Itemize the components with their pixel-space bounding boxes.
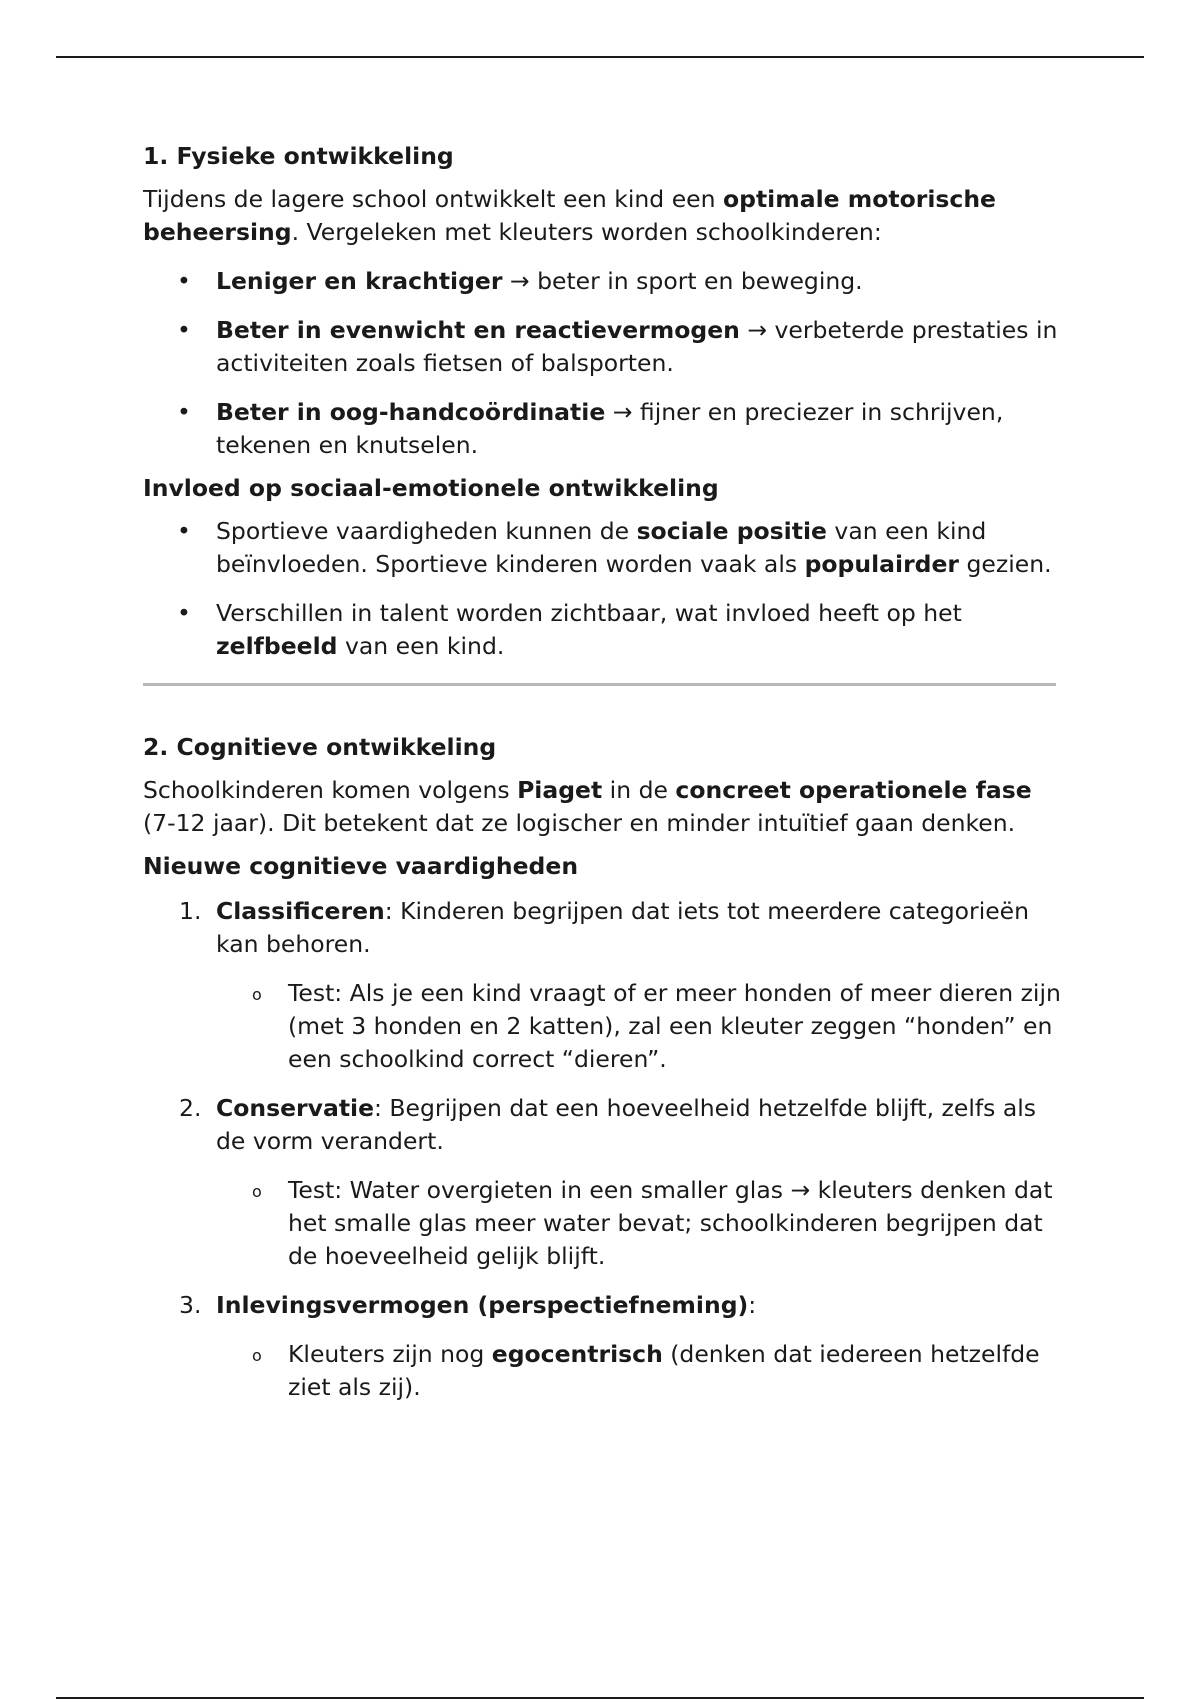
sub-list [216,1338,1063,1404]
list-item: 3. Inlevingsvermogen (perspectiefneming): o Kleuters zijn nog egocentrisch (denken dat iedereen hetzelfde ziet als zij). [143,1289,1063,1404]
physical-intro: Tijdens de lagere school ontwikkelt een kind een optimale motorische beheersing. Vergeleken met kleuters worden schoolkinderen: [143,185,996,246]
subheading-social-emotional: Invloed op sociaal-emotionele ontwikkeling [143,474,719,502]
document-body [143,140,1063,1404]
list-item: 1. Classificeren: Kinderen begrijpen dat iets tot meerdere categorieën kan behoren. o Test: Als je een kind vraagt of er meer honden of meer dieren zijn (met 3 honden en 2 katten), zal een kleuter zeggen “honden” en een schoolkind correct “dieren”. [143,895,1063,1076]
top-rule [56,56,1144,58]
subheading-cognitive-skills: Nieuwe cognitieve vaardigheden [143,852,579,880]
list-item: • Beter in oog-handcoördinatie → fijner en preciezer in schrijven, tekenen en knutselen. [177,398,1004,459]
list-item: • Verschillen in talent worden zichtbaar, wat invloed heeft op het zelfbeeld van een kind. [177,599,962,660]
sub-list [216,977,1063,1076]
bottom-rule [56,1697,1144,1699]
sub-list-item: o Test: Water overgieten in een smaller glas → kleuters denken dat het smalle glas meer water bevat; schoolkinderen begrijpen dat de hoeveelheid gelijk blijft. [252,1176,1053,1270]
cognitive-intro: Schoolkinderen komen volgens Piaget in de concreet operationele fase (7-12 jaar). Dit betekent dat ze logischer en minder intuïtief gaan denken. [143,776,1032,837]
list-item: • Sportieve vaardigheden kunnen de sociale positie van een kind beïnvloeden. Sportieve kinderen worden vaak als populairder gezien. [177,517,1052,578]
list-item: • Beter in evenwicht en reactievermogen → verbeterde prestaties in activiteiten zoals fietsen of balsporten. [177,316,1058,377]
section-heading-physical: 1. Fysieke ontwikkeling [143,142,454,170]
sub-list-item: o Test: Als je een kind vraagt of er meer honden of meer dieren zijn (met 3 honden en 2 katten), zal een kleuter zeggen “honden” en een schoolkind correct “dieren”. [252,979,1061,1073]
list-item: • Leniger en krachtiger → beter in sport en beweging. [177,267,863,295]
social-bullet-list [143,515,1063,663]
sub-list-item: o Kleuters zijn nog egocentrisch (denken dat iedereen hetzelfde ziet als zij). [252,1340,1040,1401]
sub-list [216,1174,1063,1273]
cognitive-skills-list [143,895,1063,1404]
physical-bullet-list [143,265,1063,462]
section-heading-cognitive: 2. Cognitieve ontwikkeling [143,733,497,761]
list-item: 2. Conservatie: Begrijpen dat een hoeveelheid hetzelfde blijft, zelfs als de vorm verandert. o Test: Water overgieten in een smaller glas → kleuters denken dat het smalle glas meer water bevat; schoolkinderen begrijpen dat de hoeveelheid gelijk blijft. [143,1092,1063,1273]
